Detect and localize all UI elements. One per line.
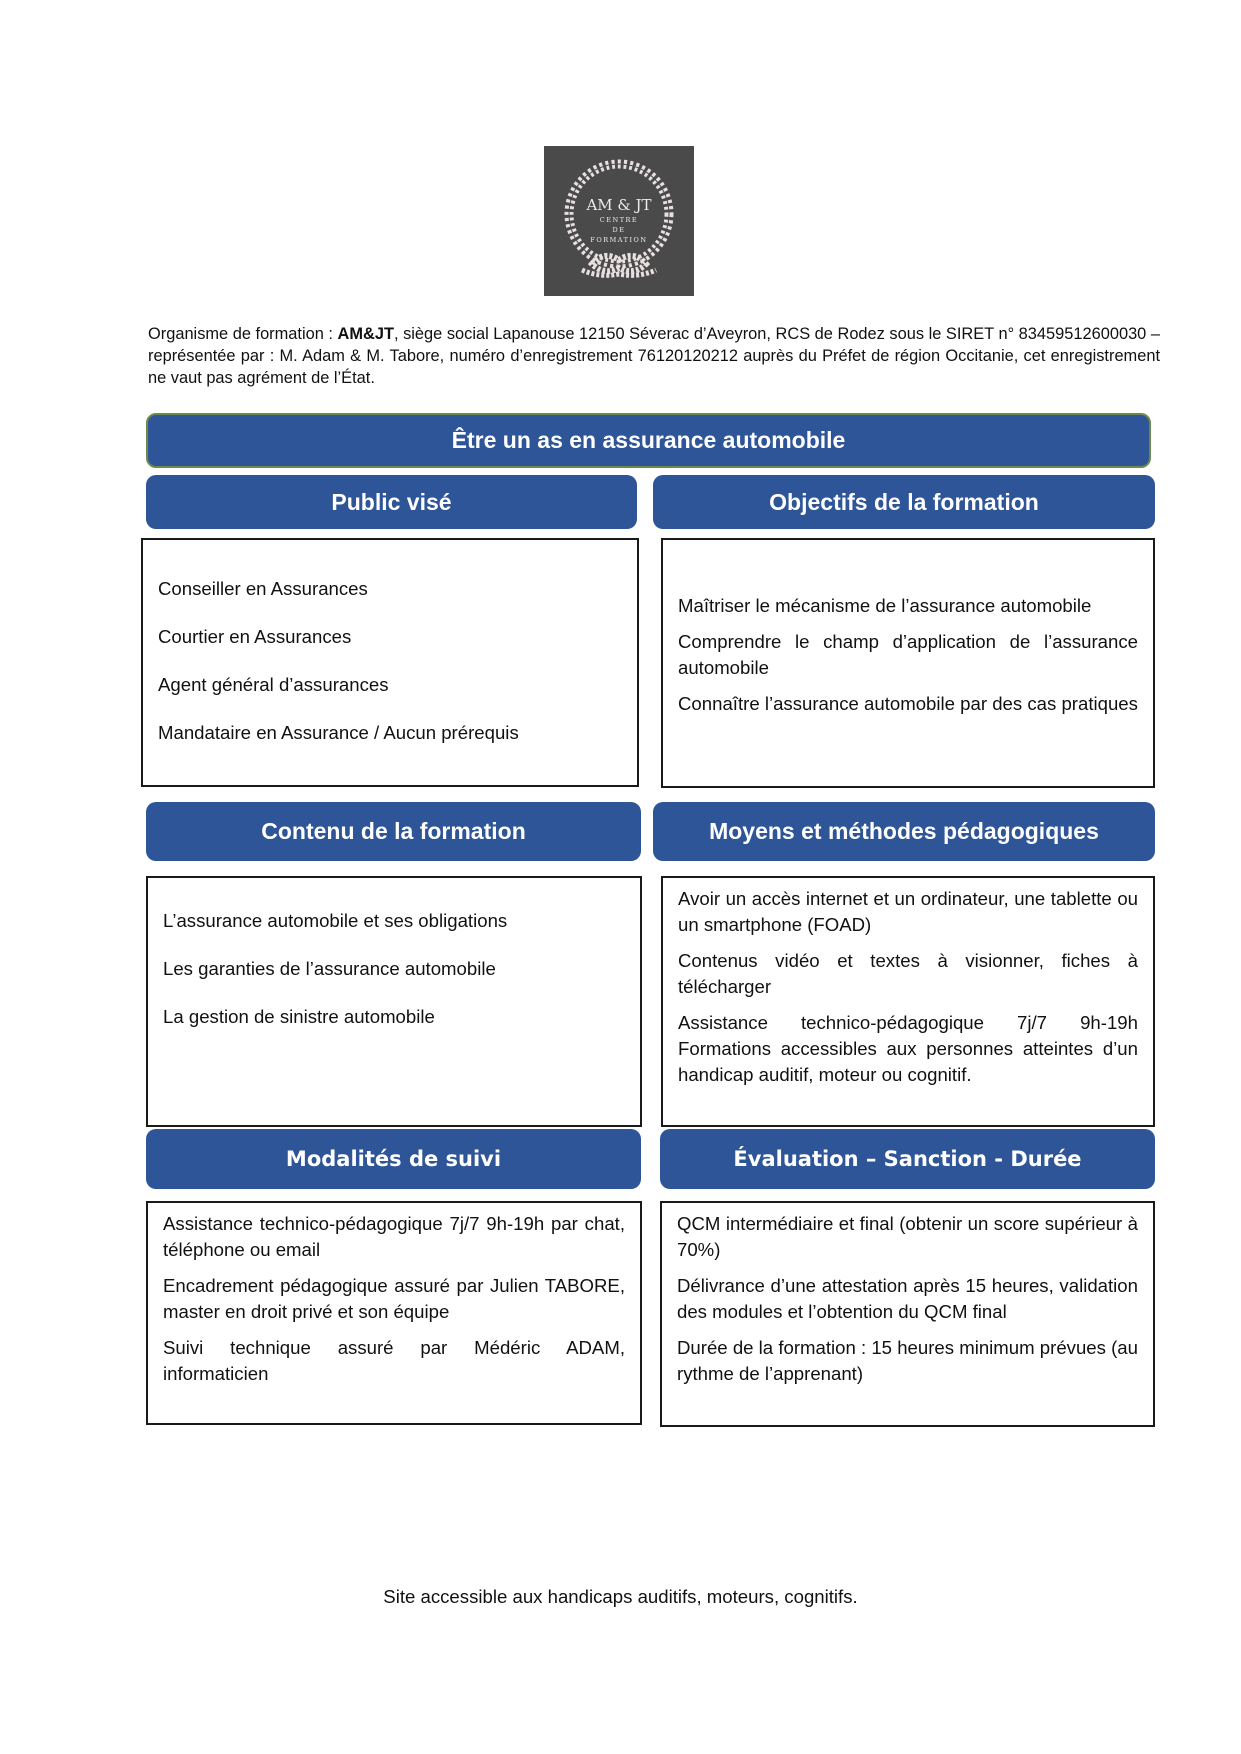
moyens-box bbox=[661, 876, 1155, 1127]
objectifs-heading: Objectifs de la formation bbox=[769, 488, 1039, 515]
organisation-info bbox=[148, 323, 1160, 389]
logo-line1: CENTRE bbox=[599, 216, 639, 224]
evaluation-heading: Évaluation – Sanction - Durée bbox=[733, 1147, 1082, 1171]
accessibility-footer: Site accessible aux handicaps auditifs, moteurs, cognitifs. bbox=[383, 1586, 858, 1607]
moyens-heading-banner bbox=[653, 802, 1155, 861]
moyen-item: Avoir un accès internet et un ordinateur, une tablette ou un smartphone (FOAD) bbox=[678, 888, 1138, 935]
suivi-item: Assistance technico-pédagogique 7j/7 9h-19h par chat, téléphone ou email bbox=[163, 1213, 625, 1260]
public-heading-banner bbox=[146, 475, 637, 529]
contenu-item: L’assurance automobile et ses obligations bbox=[163, 910, 508, 931]
objectifs-heading-banner bbox=[653, 475, 1155, 529]
logo-title: AM & JT bbox=[586, 196, 652, 214]
evaluation-heading-banner bbox=[660, 1129, 1155, 1189]
course-title: Être un as en assurance automobile bbox=[451, 427, 846, 453]
public-item: Conseiller en Assurances bbox=[158, 578, 368, 599]
public-item: Courtier en Assurances bbox=[158, 626, 352, 647]
org-info-prefix: Organisme de formation : bbox=[148, 325, 338, 343]
moyen-item: Contenus vidéo et textes à visionner, fiches à télécharger bbox=[678, 950, 1138, 997]
suivi-item: Suivi technique assuré par Médéric ADAM, informaticien bbox=[163, 1337, 625, 1384]
objectif-item: Connaître l’assurance automobile par des cas pratiques bbox=[678, 693, 1138, 714]
public-heading: Public visé bbox=[331, 488, 452, 515]
org-info-text: , siège social Lapanouse 12150 Séverac d’Aveyron, RCS de Rodez sous le SIRET n° 83459512600030 – représentée par : M. Adam & M. Tabore, numéro d’enregistrement 76120120212 auprès du Préfet de région Occitanie, cet enregistrement ne vaut pas agrément de l’État. bbox=[148, 325, 1160, 387]
contenu-item: La gestion de sinistre automobile bbox=[163, 1006, 435, 1027]
objectif-item: Maîtriser le mécanisme de l’assurance automobile bbox=[678, 595, 1092, 616]
objectifs-box bbox=[661, 538, 1155, 788]
org-name: AM&JT bbox=[337, 325, 394, 343]
suivi-item: Encadrement pédagogique assuré par Julien TABORE, master en droit privé et son équipe bbox=[163, 1275, 625, 1322]
course-title-banner bbox=[146, 413, 1151, 468]
moyens-heading: Moyens et méthodes pédagogiques bbox=[709, 818, 1099, 844]
public-item: Mandataire en Assurance / Aucun prérequis bbox=[158, 722, 519, 743]
rope-emblem-icon bbox=[544, 146, 694, 296]
contenu-heading-banner bbox=[146, 802, 641, 861]
suivi-heading-banner bbox=[146, 1129, 641, 1189]
evaluation-box bbox=[660, 1201, 1155, 1427]
objectif-item: Comprendre le champ d’application de l’assurance automobile bbox=[678, 631, 1138, 678]
evaluation-item: Délivrance d’une attestation après 15 heures, validation des modules et l’obtention du QCM final bbox=[677, 1275, 1138, 1322]
evaluation-item: Durée de la formation : 15 heures minimum prévues (au rythme de l’apprenant) bbox=[677, 1337, 1138, 1384]
public-item: Agent général d’assurances bbox=[158, 674, 389, 695]
contenu-heading: Contenu de la formation bbox=[261, 818, 526, 844]
suivi-heading: Modalités de suivi bbox=[285, 1147, 502, 1171]
contenu-box bbox=[146, 876, 642, 1127]
contenu-item: Les garanties de l’assurance automobile bbox=[163, 958, 496, 979]
logo-line3: FORMATION bbox=[590, 236, 648, 244]
suivi-box bbox=[146, 1201, 642, 1425]
moyen-item: Assistance technico-pédagogique 7j/7 9h-19h Formations accessibles aux personnes atteintes d’un handicap auditif, moteur ou cognitif. bbox=[678, 1012, 1138, 1085]
public-box bbox=[141, 538, 639, 787]
logo-line2: DE bbox=[612, 226, 626, 234]
company-logo bbox=[544, 146, 694, 296]
evaluation-item: QCM intermédiaire et final (obtenir un score supérieur à 70%) bbox=[677, 1213, 1138, 1260]
